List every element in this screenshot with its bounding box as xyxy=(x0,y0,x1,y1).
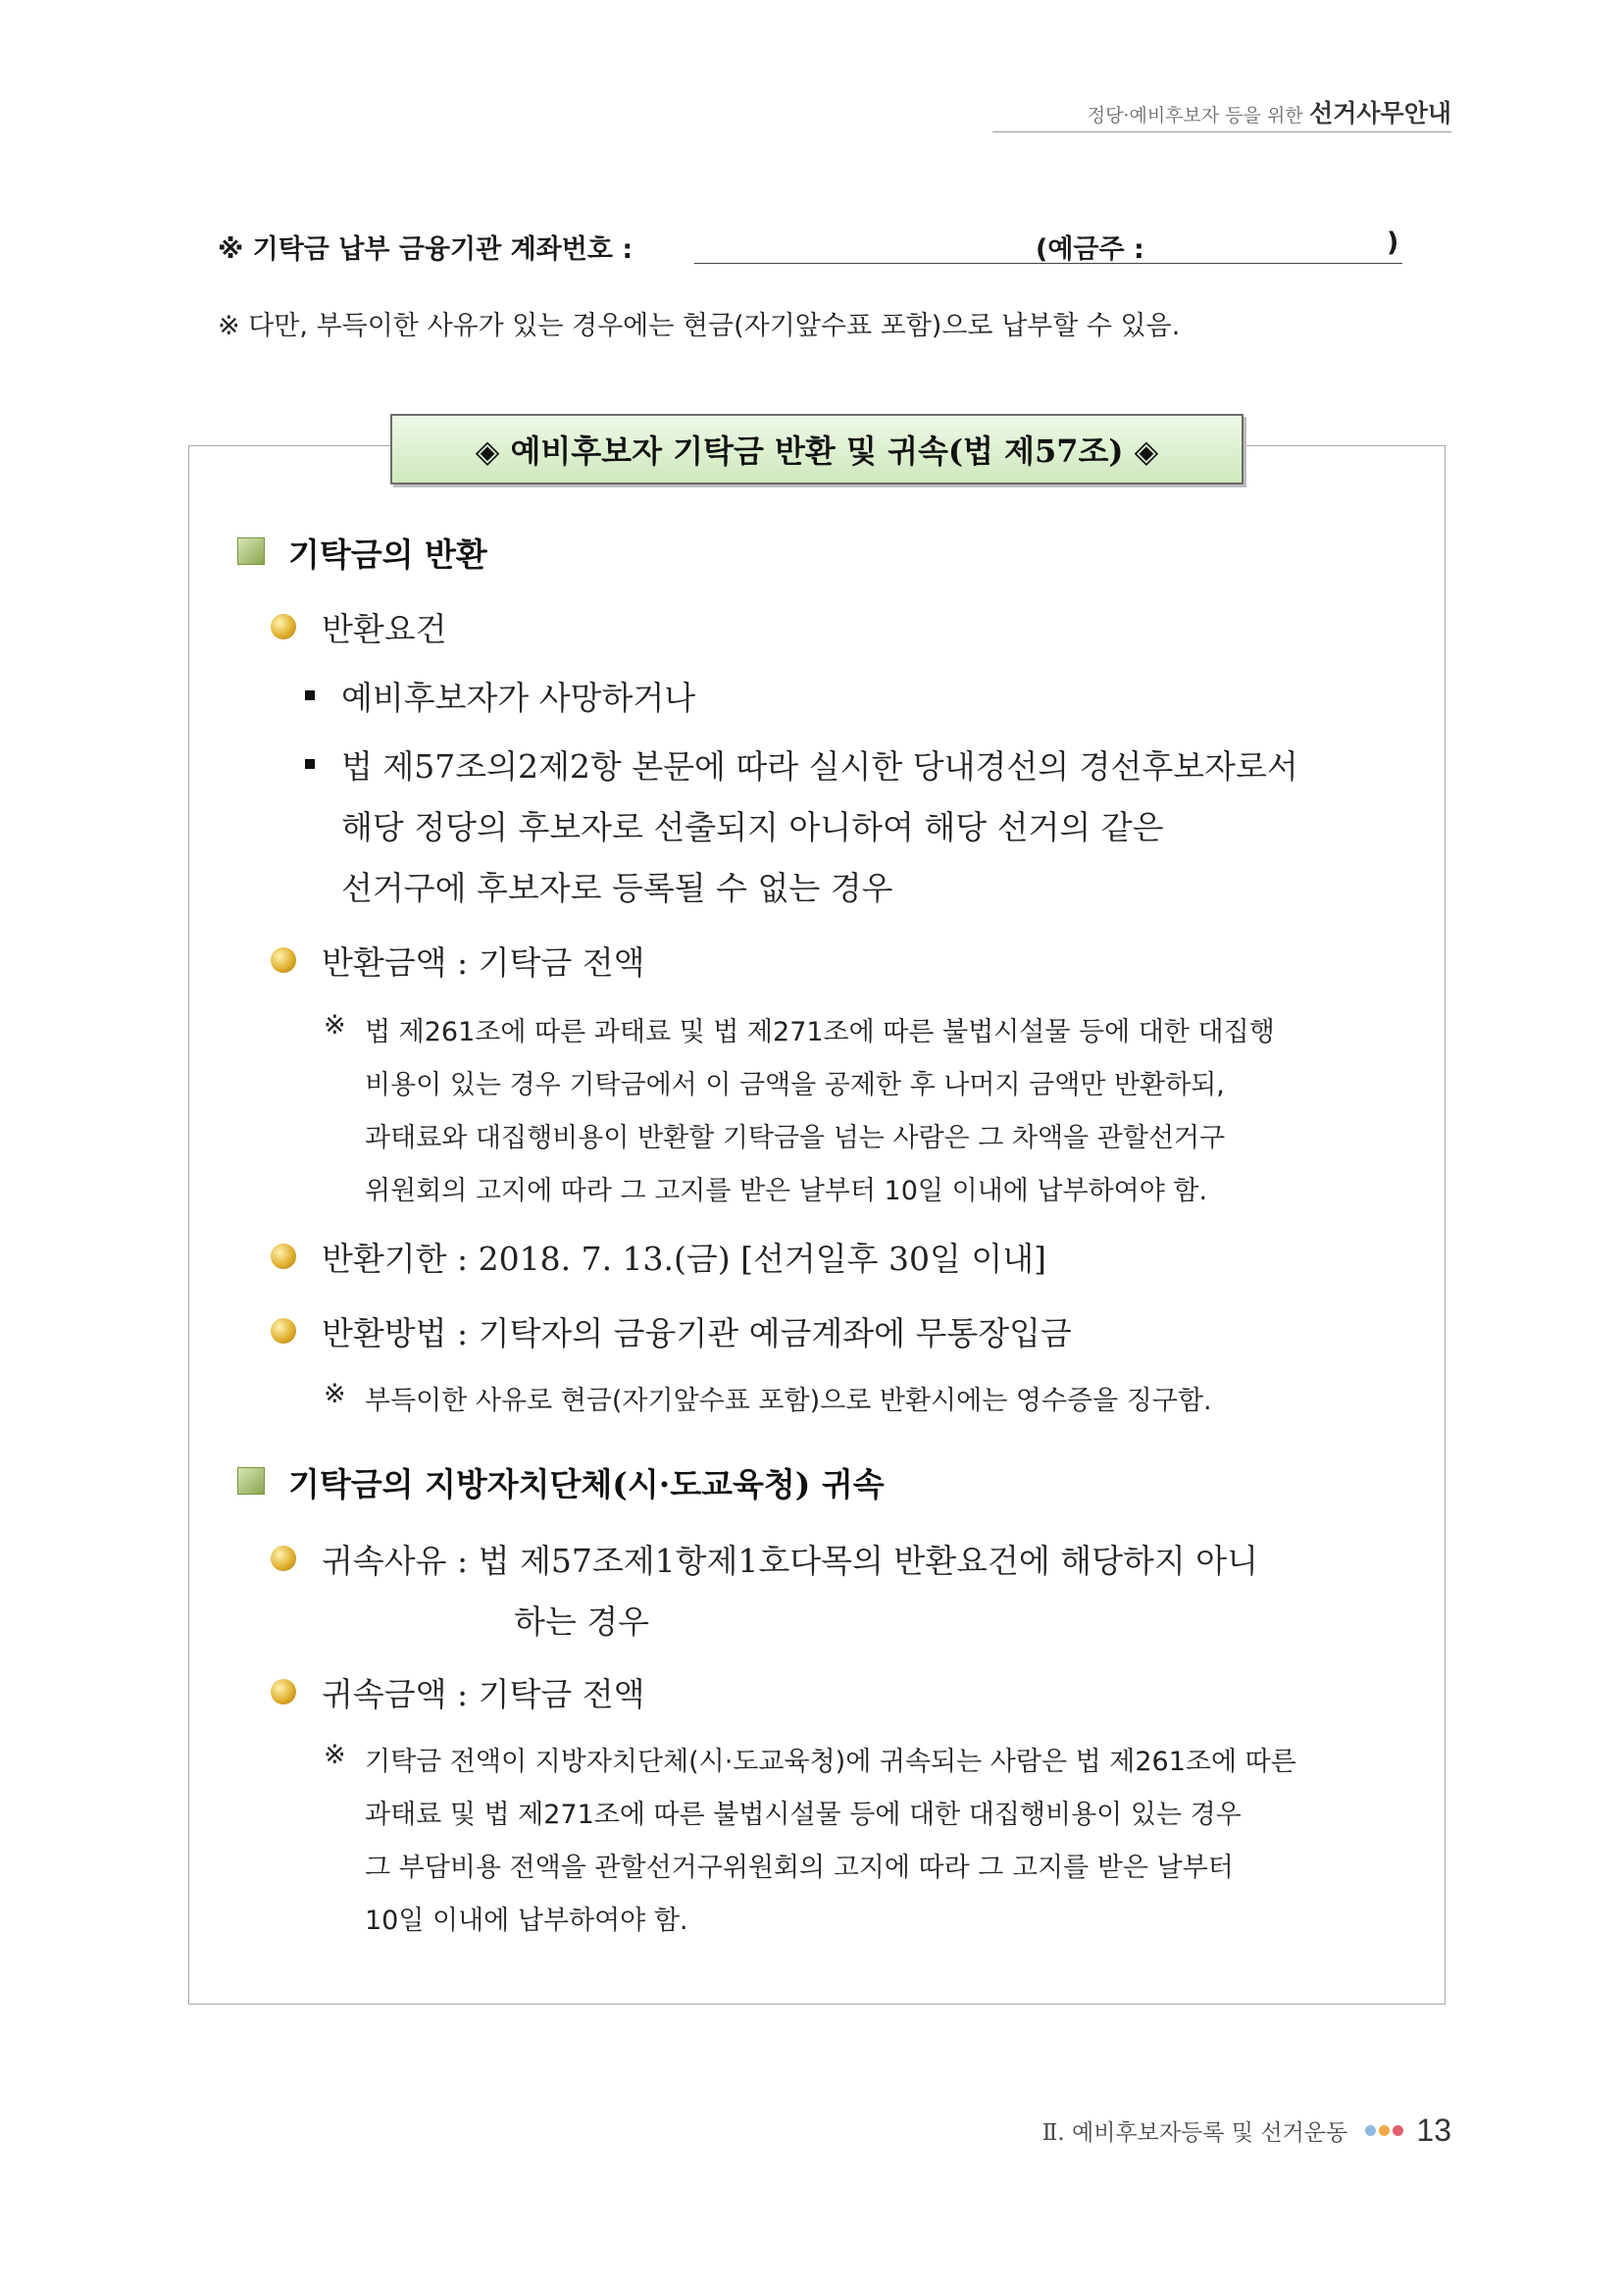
dot-blue xyxy=(1365,2125,1376,2136)
bullet-text: 예비후보자가 사망하거나 xyxy=(341,679,696,717)
black-square-icon xyxy=(305,759,315,769)
note-continuation: 과태료 및 법 제271조에 따른 불법시설물 등에 대한 대집행비용이 있는 경우 xyxy=(365,1800,1242,1830)
bullet-continuation: 선거구에 후보자로 등록될 수 없는 경우 xyxy=(341,869,893,907)
bullet-continuation: 해당 정당의 후보자로 선출되지 아니하여 해당 선거의 같은 xyxy=(341,808,1164,846)
gold-ball-icon xyxy=(271,614,296,639)
note-text: 기탁금 전액이 지방자치단체(시·도교육청)에 귀속되는 사람은 법 제261조에 따른 xyxy=(365,1747,1296,1777)
account-number-label: ※ 기탁금 납부 금융기관 계좌번호 : xyxy=(218,234,634,265)
note-continuation: 10일 이내에 납부하여야 함. xyxy=(365,1906,688,1936)
item-title: 반환방법 : 기탁자의 금융기관 예금계좌에 무통장입금 xyxy=(322,1314,1072,1352)
dot-red xyxy=(1393,2125,1403,2136)
gold-ball-icon xyxy=(271,1546,296,1571)
box-title-banner: ◈ 예비후보자 기탁금 반환 및 귀속(법 제57조) ◈ xyxy=(390,414,1243,484)
page-number: 13 xyxy=(1416,2112,1451,2148)
note-mark: ※ xyxy=(324,1379,346,1409)
note-text: 부득이한 사유로 현금(자기앞수표 포함)으로 반환시에는 영수증을 징구함. xyxy=(365,1386,1212,1416)
black-square-icon xyxy=(305,690,315,700)
header-subtitle: 정당·예비후보자 등을 위한 xyxy=(1087,105,1303,127)
gold-ball-icon xyxy=(271,1679,296,1704)
note-mark: ※ xyxy=(324,1740,346,1770)
account-number-blank xyxy=(694,263,1255,264)
note-continuation: 비용이 있는 경우 기탁금에서 이 금액을 공제한 후 나머지 금액만 반환하되, xyxy=(365,1070,1225,1100)
running-header xyxy=(992,94,1451,129)
footer-dots-icon xyxy=(1362,2121,1403,2140)
note-mark: ※ xyxy=(324,1010,346,1041)
item-title: 반환기한 : 2018. 7. 13.(금) [선거일후 30일 이내] xyxy=(322,1240,1047,1278)
gold-ball-icon xyxy=(271,1318,296,1344)
item-continuation: 하는 경우 xyxy=(514,1602,650,1641)
gold-ball-icon xyxy=(271,947,296,973)
note-continuation: 위원회의 고지에 따라 그 고지를 받은 날부터 10일 이내에 납부하여야 함. xyxy=(365,1176,1208,1206)
header-rule xyxy=(992,131,1451,132)
account-holder-blank xyxy=(1198,263,1402,264)
account-number-line xyxy=(218,228,1404,267)
footer-chapter: Ⅱ. 예비후보자등록 및 선거운동 xyxy=(1041,2120,1348,2146)
note-continuation: 과태료와 대집행비용이 반환할 기탁금을 넘는 사람은 그 차액을 관할선거구 xyxy=(365,1123,1226,1153)
item-title: 반환금액 : 기탁금 전액 xyxy=(322,943,645,982)
square-bullet-icon xyxy=(237,537,265,565)
header-title: 선거사무안내 xyxy=(1309,99,1451,127)
bullet-text: 법 제57조의2제2항 본문에 따라 실시한 당내경선의 경선후보자로서 xyxy=(341,747,1298,786)
item-title: 귀속사유 : 법 제57조제1항제1호다목의 반환요건에 해당하지 아니 xyxy=(322,1542,1258,1580)
item-title: 반환요건 xyxy=(322,610,447,648)
page-footer xyxy=(981,2112,1451,2152)
dot-orange xyxy=(1379,2125,1390,2136)
square-bullet-icon xyxy=(237,1467,265,1495)
account-holder-close: ) xyxy=(1387,228,1399,258)
gold-ball-icon xyxy=(271,1244,296,1269)
note-continuation: 그 부담비용 전액을 관할선거구위원회의 고지에 따라 그 고지를 받은 날부터 xyxy=(365,1853,1234,1883)
item-title: 귀속금액 : 기탁금 전액 xyxy=(322,1675,645,1713)
cash-payment-note: ※ 다만, 부득이한 사유가 있는 경우에는 현금(자기앞수표 포함)으로 납부할 수 있음. xyxy=(218,311,1181,341)
note-text: 법 제261조에 따른 과태료 및 법 제271조에 따른 불법시설물 등에 대한 대집행 xyxy=(365,1017,1275,1047)
section-title: 기탁금의 지방자치단체(시·도교육청) 귀속 xyxy=(288,1465,885,1503)
section-title: 기탁금의 반환 xyxy=(288,535,487,574)
account-holder-label: (예금주 : xyxy=(1036,234,1144,265)
